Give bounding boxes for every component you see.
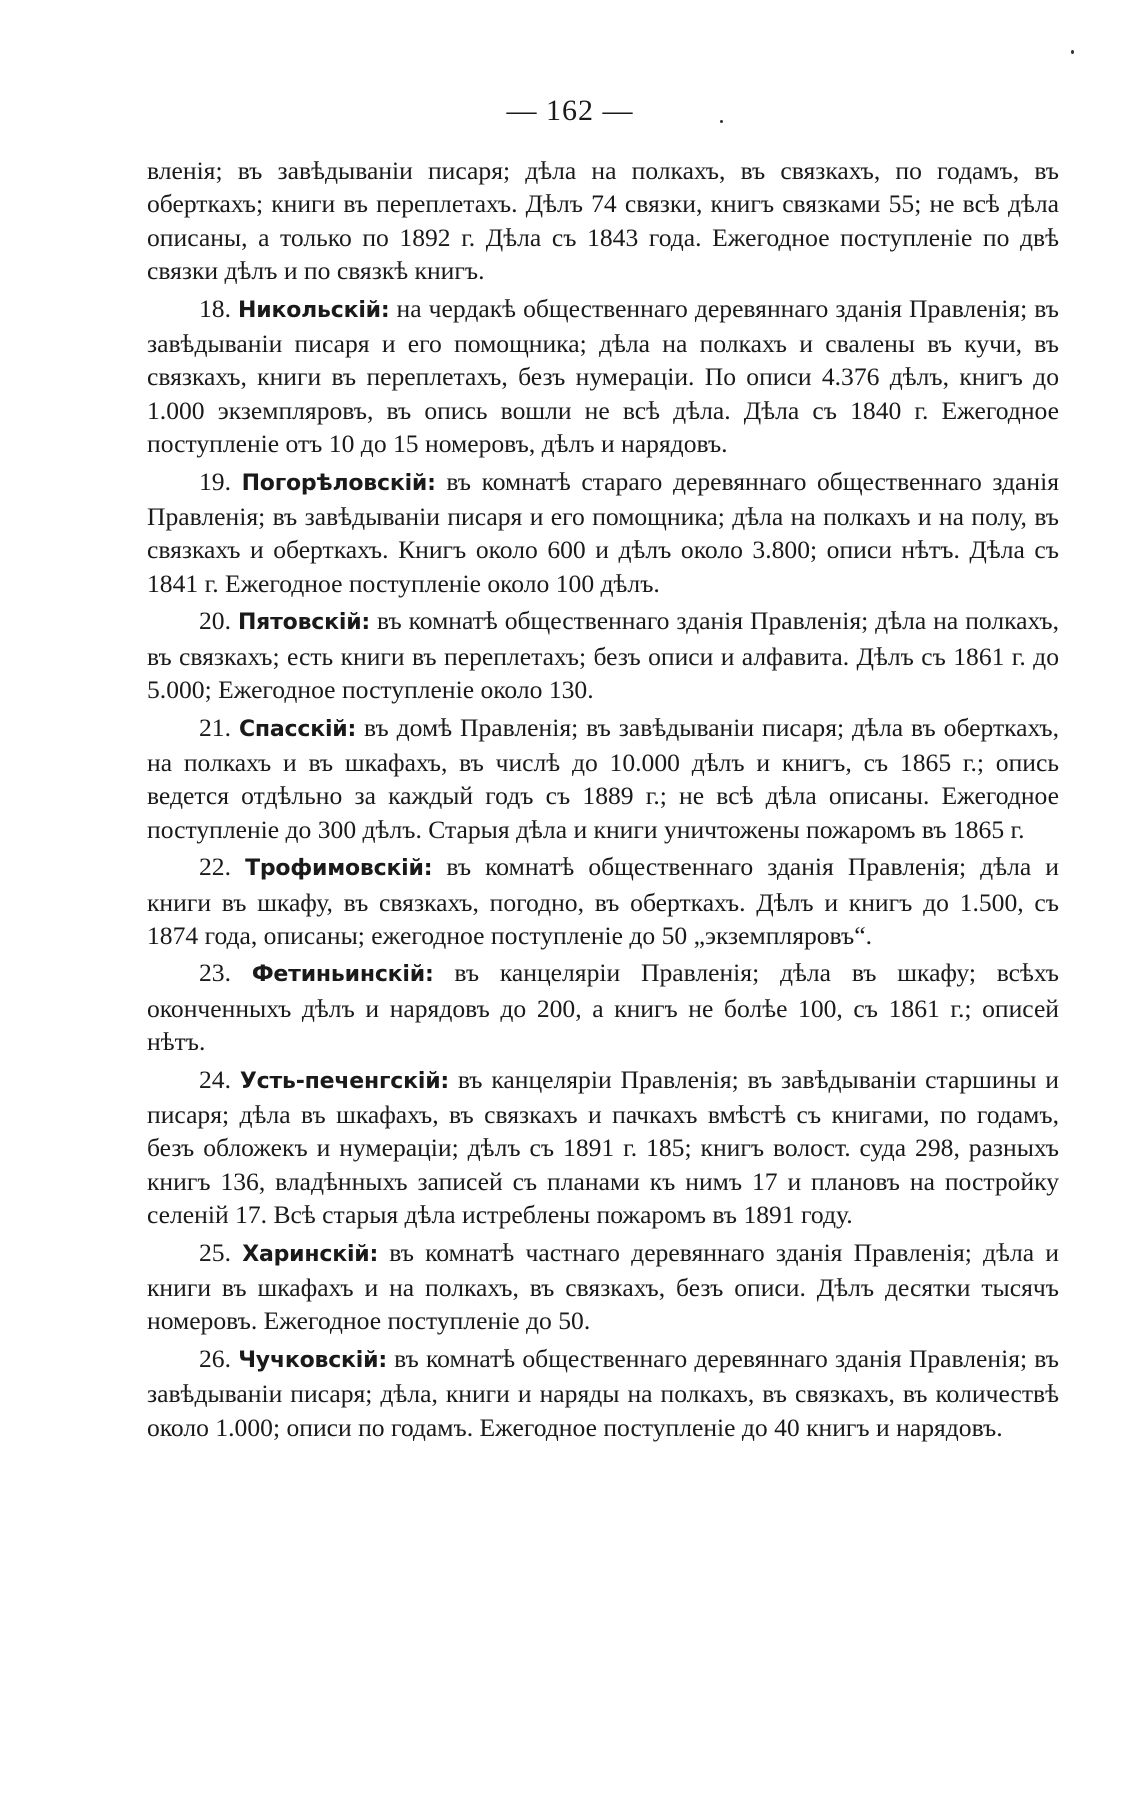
entry-title: Пятовскій: xyxy=(237,610,371,636)
continued-paragraph: вленія; въ завѣдываніи писаря; дѣла на полкахъ, въ связкахъ, по годамъ, въ оберткахъ; книги въ переплетахъ. Дѣлъ 74 связки, книгъ связками 55; не всѣ дѣла описаны, а только по 1892 г. Дѣла съ 1843 года. Ежегодное поступленіе по двѣ связки дѣлъ и по связкѣ книгъ. xyxy=(147,156,1059,286)
page-number: — 162 — xyxy=(506,94,634,127)
entry-24 xyxy=(147,1063,1059,1232)
entry-title: Спасскій: xyxy=(238,716,357,742)
entry-text: въ комнатѣ общественнаго деревяннаго зданія Правленія; въ завѣдываніи писаря; дѣла, книги и наряды на полкахъ, въ связкахъ, въ количествѣ около 1.000; описи по годамъ. Ежегодное поступленіе до 40 книгъ и нарядовъ. xyxy=(147,1343,1059,1442)
entry-text: въ комнатѣ общественнаго зданія Правленія; дѣла на полкахъ, въ связкахъ; есть книги въ переплетахъ; безъ описи и алфавита. Дѣлъ съ 1861 г. до 5.000; Ежегодное поступленіе около 130. xyxy=(147,606,1059,705)
entry-25 xyxy=(147,1236,1059,1338)
entry-number: 23. xyxy=(199,958,231,988)
entry-number: 22. xyxy=(199,852,231,882)
entry-title: Харинскій: xyxy=(242,1241,379,1267)
entry-number: 25. xyxy=(199,1237,231,1267)
entry-title: Трофимовскій: xyxy=(245,856,433,882)
page-body xyxy=(147,154,1059,1448)
entry-text: въ домѣ Правленія; въ завѣдываніи писаря; дѣла въ оберткахъ, на полкахъ и въ шкафахъ, въ числѣ до 10.000 дѣлъ и книгъ, съ 1865 г.; опись ведется отдѣльно за каждый годъ съ 1889 г.; не всѣ дѣла описаны. Ежегодное поступленіе до 300 дѣлъ. Старыя дѣла и книги уничтожены пожаромъ въ 1865 г. xyxy=(147,712,1059,844)
entry-number: 19. xyxy=(199,466,231,496)
entry-title: Чучковскій: xyxy=(238,1347,387,1373)
print-speck xyxy=(1071,50,1074,54)
entry-19 xyxy=(147,465,1059,601)
entry-text: въ комнатѣ стараго деревяннаго общественнаго зданія Правленія; въ завѣдываніи писаря и его помощника; дѣла на полкахъ и на полу, въ связкахъ и оберткахъ. Книгъ около 600 и дѣлъ около 3.800; описи нѣтъ. Дѣла съ 1841 г. Ежегодное поступленіе около 100 дѣлъ. xyxy=(147,466,1059,598)
entry-text: въ комнатѣ общественнаго зданія Правленія; дѣла и книги въ шкафу, въ связкахъ, погодно, въ оберткахъ. Дѣлъ и книгъ до 1.500, съ 1874 года, описаны; ежегодное поступленіе до 50 „экземпляровъ“. xyxy=(147,852,1059,950)
entry-number: 21. xyxy=(199,712,231,742)
entry-26 xyxy=(147,1342,1059,1444)
entry-title: Фетиньинскій: xyxy=(251,962,434,988)
entry-number: 20. xyxy=(199,606,231,636)
entry-22 xyxy=(147,850,1059,952)
entry-21 xyxy=(147,711,1059,847)
entry-title: Никольскій: xyxy=(238,297,390,323)
entry-title: Усть-печенгскій: xyxy=(239,1068,450,1094)
entry-number: 24. xyxy=(199,1064,231,1094)
entry-number: 26. xyxy=(199,1343,231,1373)
entry-text: въ комнатѣ частнаго деревяннаго зданія Правленія; дѣла и книги въ шкафахъ и на полкахъ, въ связкахъ, безъ описи. Дѣлъ десятки тысячъ номеровъ. Ежегодное поступленіе до 50. xyxy=(147,1237,1059,1336)
entry-text: въ канцеляріи Правленія; дѣла въ шкафу; всѣхъ оконченныхъ дѣлъ и нарядовъ до 200, а книгъ не болѣе 100, съ 1861 г.; описей нѣтъ. xyxy=(147,958,1059,1057)
entry-text: въ канцеляріи Правленія; въ завѣдываніи старшины и писаря; дѣла въ шкафахъ, въ связкахъ и пачкахъ вмѣстѣ съ книгами, по годамъ, безъ обложекъ и нумераціи; дѣлъ съ 1891 г. 185; книгъ волост. суда 298, разныхъ книгъ 136, владѣнныхъ записей съ планами къ нимъ 17 и плановъ на постройку селеній 17. Всѣ старыя дѣла истреблены пожаромъ въ 1891 году. xyxy=(147,1064,1059,1230)
entry-text: на чердакѣ общественнаго деревяннаго зданія Правленія; въ завѣдываніи писаря и его помощника; дѣла на полкахъ и свалены въ кучи, въ связкахъ, книги въ переплетахъ, безъ нумераціи. По описи 4.376 дѣлъ, книгъ до 1.000 экземпляровъ, въ опись вошли не всѣ дѣла. Дѣла съ 1840 г. Ежегодное поступленіе отъ 10 до 15 номеровъ, дѣлъ и нарядовъ. xyxy=(147,293,1059,459)
entry-title: Погорѣловскій: xyxy=(241,470,436,496)
entry-number: 18. xyxy=(199,293,231,323)
entry-23 xyxy=(147,956,1059,1058)
entry-18 xyxy=(147,292,1059,461)
entry-20 xyxy=(147,604,1059,706)
